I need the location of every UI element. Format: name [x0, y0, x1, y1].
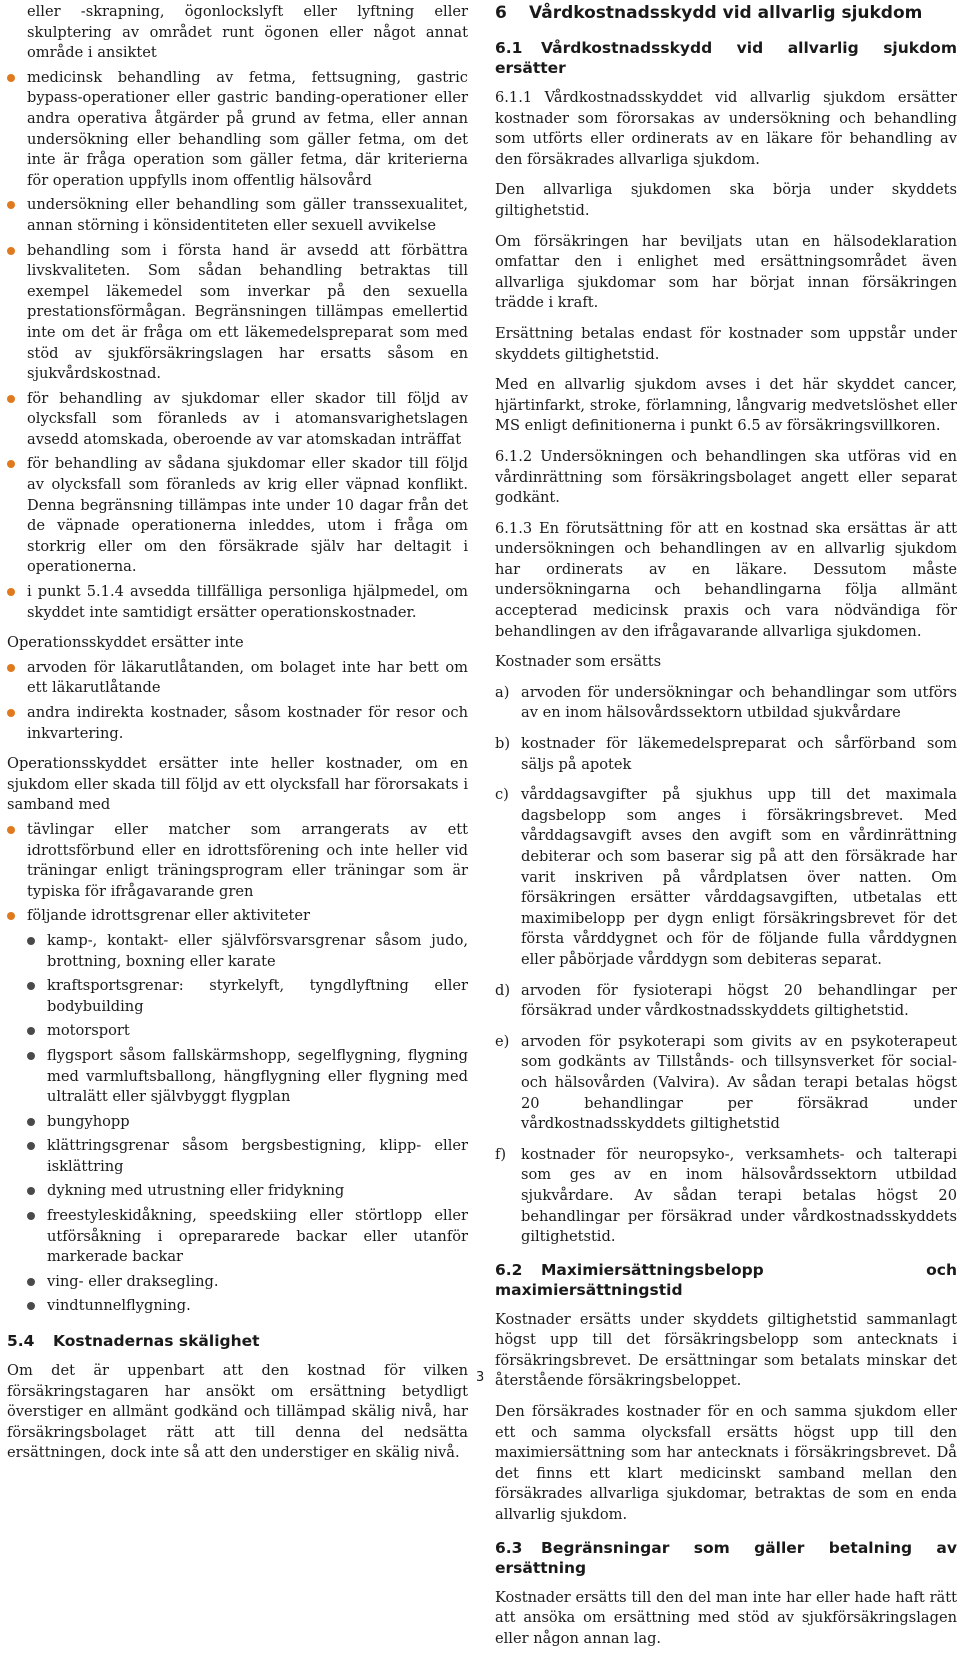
item-text: arvoden för undersökningar och behandlingar som utförs av en inom hälsovårdssektorn utbildad sjukvårdare — [521, 683, 957, 722]
list-item-text: kamp-, kontakt- eller självförsvarsgrenar såsom judo, brottning, boxning eller karate — [47, 931, 468, 970]
section-number: 6.1 — [495, 39, 523, 57]
item-label: a) — [495, 683, 510, 701]
section-title: Maximiersättningsbelopp och maximiersättningstid — [495, 1260, 957, 1299]
list-item-text: dykning med utrustning eller fridykning — [47, 1182, 345, 1200]
section-heading-5-4 — [7, 1331, 468, 1351]
sub-list-item — [7, 1112, 468, 1133]
section-heading-6-2 — [495, 1260, 957, 1300]
item-text: vårddagsavgifter på sjukhus upp till det maximala dagsbelopp som anges i försäkringsbrevet. Med vårddagsavgift avses den avgift som en vårdinrättning debiterar och som baserar sig på att den försäkrade har varit inskriven på vårdplatsen över natten. Om försäkringen ersätter vårddagsavgiften, utbetalas ett maximibelopp per dygn enligt försäkringsbrevet för det första vårddygnet och för de följande fulla vårddygnen eller påbörjade vårddygn som debiteras separat. — [521, 786, 957, 968]
paragraph: Kostnader som ersätts — [495, 653, 662, 671]
item-label: d) — [495, 981, 511, 999]
list-item-text: i punkt 5.1.4 avsedda tillfälliga personliga hjälpmedel, om skyddet inte samtidigt ersätter operationskostnader. — [27, 583, 468, 621]
right-column — [495, 2, 957, 1659]
chapter-title: Vårdkostnadsskydd vid allvarlig sjukdom — [529, 3, 923, 23]
paragraph: 6.1.2 Undersökningen och behandlingen ska utföras vid en vårdinrättning som försäkringsbolaget angett eller separat godkänt. — [495, 447, 957, 507]
paragraph: Om försäkringen har beviljats utan en hälsodeklaration omfattar den i enlighet med ersättningsområdet även allvarliga sjukdomar som har börjat innan försäkringen trädde i kraft. — [495, 232, 957, 312]
paragraph: Ersättning betalas endast för kostnader som uppstår under skyddets giltighetstid. — [495, 324, 957, 363]
list-item — [7, 658, 468, 699]
list-item — [7, 241, 468, 385]
sub-list-item — [7, 1136, 468, 1177]
list-item-text: medicinsk behandling av fetma, fettsugning, gastric bypass-operationer eller gastric banding-operationer eller andra operativa åtgärder på grund av fetma, eller annan undersökning eller behandling som gäller fetma, om det inte är fråga operation som gäller fetma, där kriterierna för operation uppfylls inom offentlig hälsovård — [27, 68, 468, 189]
list-item-text: för behandling av sjukdomar eller skador till följd av olycksfall som föranleds av i atomansvarighetslagen avsedd atomskada, oberoende av var atomskadan inträffat — [27, 389, 468, 448]
list-item-text: eller -skrapning, ögonlockslyft eller lyftning eller skulptering av området runt ögonen eller något annat område i ansiktet — [27, 3, 468, 62]
left-column — [7, 2, 468, 1474]
list-item — [7, 2, 468, 64]
list-item-text: vindtunnelflygning. — [47, 1297, 191, 1315]
list-item — [7, 703, 468, 744]
item-text: arvoden för fysioterapi högst 20 behandlingar per försäkrad under vårdkostnadsskyddets giltighetstid. — [521, 981, 957, 1020]
list-item-text: flygsport såsom fallskärmshopp, segelflygning, flygning med varmluftsballong, hängflygning eller flygning med ultralätt eller självbyggt flygplan — [47, 1046, 468, 1106]
list-item — [7, 582, 468, 623]
list-item — [7, 454, 468, 578]
paragraph: 6.1.3 En förutsättning för att en kostnad ska ersättas är att undersökningen och behandlingen av en allvarlig sjukdom har ordinerats av en läkare. Dessutom måste undersökningarna och behandlingarna följa allmänt accepterad medicinsk praxis och vara nödvändiga för behandlingen av den ifrågavarande allvarliga sjukdomen. — [495, 519, 957, 640]
section-title: Kostnadernas skälighet — [53, 1332, 260, 1351]
item-text: kostnader för neuropsyko-, verksamhets- och talterapi som ges av en inom hälsovårdssektorn utbildad sjukvårdare. Av sådan terapi betalas högst 20 behandlingar per försäkrad under vårdkostnadsskyddets giltighetstid. — [521, 1145, 957, 1246]
chapter-number: 6 — [495, 3, 507, 23]
list-item-text: freestyleskidåkning, speedskiing eller störtlopp eller utförsåkning i oprepararede backar eller utanför markerade backar — [47, 1207, 468, 1266]
section-heading-6-3 — [495, 1538, 957, 1578]
paragraph: Den allvarliga sjukdomen ska börja under skyddets giltighetstid. — [495, 181, 957, 219]
section-title: Begränsningar som gäller betalning av ersättning — [495, 1538, 957, 1577]
item-label: b) — [495, 735, 511, 753]
list-item-text: klättringsgrenar såsom bergsbestigning, klipp- eller isklättring — [47, 1137, 468, 1175]
sub-list-item — [7, 931, 468, 972]
list-item-text: behandling som i första hand är avsedd att förbättra livskvaliteten. Som sådan behandling betraktas till exempel läkemedel som inverkar på den sexuella prestationsförmågan. Begränsningen tillämpas emellertid inte om det är fråga om ett läkemedelspreparat som med stöd av sjukförsäkringslagen har ersatts såsom en sjukvårdskostnad. — [27, 241, 468, 383]
list-item-text: undersökning eller behandling som gäller transsexualitet, annan störning i könsidentiteten eller sexuell avvikelse — [27, 196, 468, 234]
list-item-text: andra indirekta kostnader, såsom kostnader för resor och inkvartering. — [27, 704, 468, 742]
item-label: f) — [495, 1145, 507, 1163]
lettered-item — [495, 981, 957, 1022]
sub-list-item — [7, 1272, 468, 1293]
sub-list-item — [7, 1181, 468, 1202]
section-number: 6.2 — [495, 1260, 523, 1279]
list-item-text: följande idrottsgrenar eller aktiviteter — [27, 907, 310, 925]
list-item — [7, 906, 468, 927]
section-number: 5.4 — [7, 1332, 35, 1351]
section-title: Vårdkostnadsskydd vid allvarlig sjukdom ersätter — [495, 39, 957, 77]
page-number: 3 — [476, 1370, 485, 1385]
section-heading-6-1 — [495, 38, 957, 78]
paragraph: Operationsskyddet ersätter inte — [7, 634, 244, 652]
list-item-text: bungyhopp — [47, 1112, 130, 1130]
paragraph: Om det är uppenbart att den kostnad för vilken försäkringstagaren har ansökt om ersättning betydligt överstiger en allmänt godkänd och tillämpad skälig nivå, har försäkringsbolaget rätt att till denna del nedsätta ersättningen, dock inte så att den understiger en skälig nivå. — [7, 1362, 468, 1462]
lettered-item — [495, 683, 957, 724]
list-item-text: arvoden för läkarutlåtanden, om bolaget inte har bett om ett läkarutlåtande — [27, 658, 468, 697]
paragraph: Kostnader ersätts till den del man inte har eller hade haft rätt att ansöka om ersättning med stöd av sjukförsäkringslagen eller någon annan lag. — [495, 1588, 957, 1647]
item-label: e) — [495, 1032, 510, 1050]
list-item-text: ving- eller draksegling. — [47, 1272, 219, 1290]
item-label: c) — [495, 786, 509, 804]
list-item-text: för behandling av sådana sjukdomar eller skador till följd av olycksfall som föranleds av krig eller väpnad konflikt. Denna begränsning tillämpas inte under 10 dagar från det de väpnade operationerna inleddes, utom i fråga om storkrig eller om den försäkrade själv har deltagit i operationerna. — [27, 455, 468, 576]
section-number: 6.3 — [495, 1538, 523, 1557]
lettered-item — [495, 1032, 957, 1135]
paragraph: Kostnader ersätts under skyddets giltighetstid sammanlagt högst upp till det försäkringsbelopp som antecknats i försäkringsbrevet. De ersättningar som betalats minskar det återstående försäkringsbeloppet. — [495, 1310, 957, 1390]
sub-list-item — [7, 976, 468, 1017]
sub-list-item — [7, 1206, 468, 1268]
paragraph: 6.1.1 Vårdkostnadsskyddet vid allvarlig sjukdom ersätter kostnader som förorsakas av undersökning och behandling som utförts eller ordinerats av en läkare för behandling av den försäkrades allvarliga sjukdom. — [495, 89, 957, 168]
item-text: arvoden för psykoterapi som givits av en psykoterapeut som godkänts av Tillstånds- och tillsynsverket för social- och hälsovården (Valvira). Av sådan terapi betalas högst 20 behandlingar per försäkrad under vårdkostnadsskyddets giltighetstid — [521, 1032, 957, 1133]
list-item-text: tävlingar eller matcher som arrangerats av ett idrottsförbund eller en idrottsförening och inte heller vid träningar enligt träningsprogram eller träningar som är typiska för ifrågavarande gren — [27, 820, 468, 900]
chapter-heading-6 — [495, 2, 957, 24]
list-item — [7, 195, 468, 236]
sub-list-item — [7, 1296, 468, 1317]
sub-list-item — [7, 1046, 468, 1108]
lettered-item — [495, 734, 957, 775]
paragraph: Den försäkrades kostnader för en och samma sjukdom eller ett och samma olycksfall ersätts högst upp till den maximiersättning som har antecknats i försäkringsbrevet. Då det finns ett klart medicinskt samband mellan den försäkrades allvarliga sjukdomar, betraktas de som en enda allvarlig sjukdom. — [495, 1403, 957, 1524]
list-item-text: motorsport — [47, 1022, 130, 1040]
item-text: kostnader för läkemedelspreparat och sårförband som säljs på apotek — [521, 735, 957, 773]
lettered-item — [495, 1145, 957, 1248]
list-item — [7, 68, 468, 192]
list-item — [7, 389, 468, 451]
paragraph: Med en allvarlig sjukdom avses i det här skyddet cancer, hjärtinfarkt, stroke, förlamning, långvarig medvetslöshet eller MS enligt definitionerna i punkt 6.5 av försäkringsvillkoren. — [495, 376, 957, 435]
sub-list-item — [7, 1021, 468, 1042]
list-item-text: kraftsportsgrenar: styrkelyft, tyngdlyftning eller bodybuilding — [47, 977, 468, 1015]
lettered-item — [495, 785, 957, 970]
list-item — [7, 820, 468, 902]
paragraph: Operationsskyddet ersätter inte heller kostnader, om en sjukdom eller skada till följd av ett olycksfall har förorsakats i samband med — [7, 755, 468, 814]
